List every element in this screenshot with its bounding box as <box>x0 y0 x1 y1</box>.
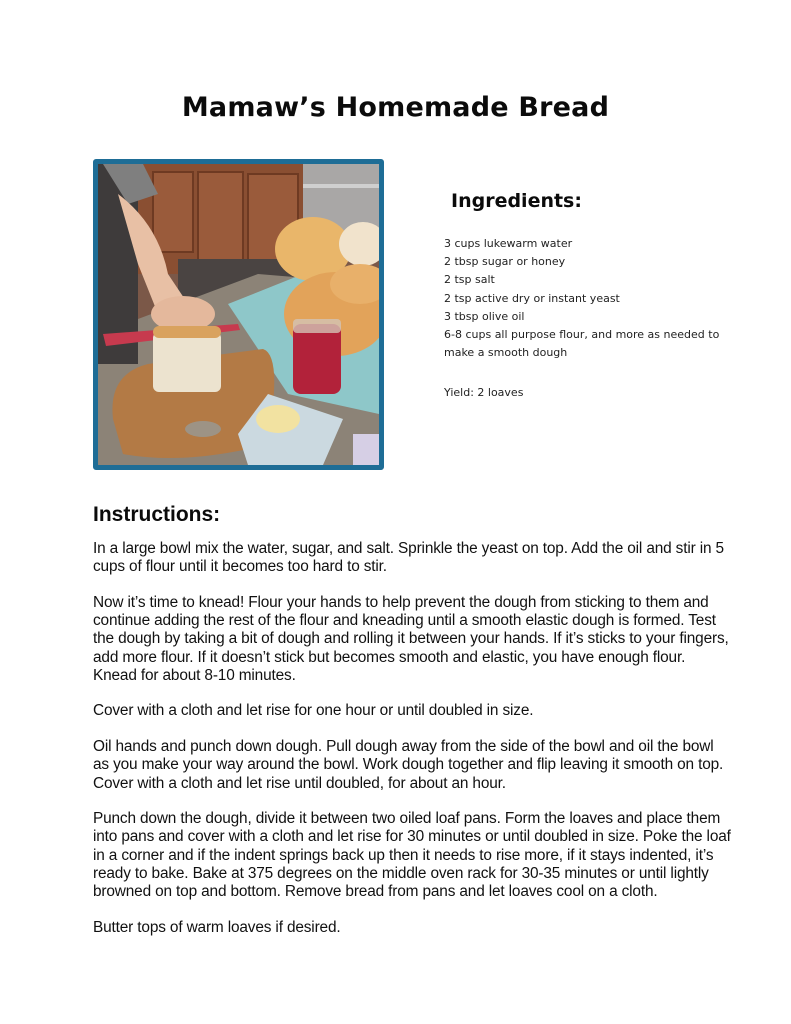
instructions-heading: Instructions: <box>93 503 221 526</box>
instruction-step: In a large bowl mix the water, sugar, and salt. Sprinkle the yeast on top. Add the oil and stir in 5 cups of flour until it becomes too hard to stir. <box>93 540 724 576</box>
instruction-step: Punch down the dough, divide it between two oiled loaf pans. Form the loaves and place them into pans and cover with a cloth and let rise for 30 minutes or until doubled in size. Poke the loaf in a corner and if the indent springs back up then it needs to rise more, if it stays indented, it’s ready to bake. Bake at 375 degrees on the middle oven rack for 30-35 minutes or until lightly browned on top and bottom. Remove bread from pans and let loaves cool on a cloth. <box>93 810 731 901</box>
bread-photo-illustration <box>98 164 379 465</box>
ingredient-item: 3 cups lukewarm water <box>444 237 573 250</box>
instructions-body <box>93 540 733 954</box>
instruction-step: Cover with a cloth and let rise for one hour or until doubled in size. <box>93 702 534 720</box>
ingredient-item: 3 tbsp olive oil <box>444 309 525 323</box>
ingredients-heading: Ingredients: <box>451 190 582 212</box>
ingredient-item: 2 tbsp sugar or honey <box>444 255 566 269</box>
ingredient-item: 6-8 cups all purpose flour, and more as needed to make a smooth dough <box>444 328 720 360</box>
instruction-step: Oil hands and punch down dough. Pull dough away from the side of the bowl and oil the bowl as you make your way around the bowl. Work dough together and flip leaving it smooth on top. Cover with a cloth and let rise until doubled, for about an hour. <box>93 738 724 792</box>
recipe-title: Mamaw’s Homemade Bread <box>181 92 610 124</box>
ingredient-item: 2 tsp active dry or instant yeast <box>444 291 620 305</box>
ingredients-list <box>444 235 744 362</box>
ingredient-item: 2 tsp salt <box>444 273 495 287</box>
instruction-step: Now it’s time to knead! Flour your hands to help prevent the dough from sticking to them and continue adding the rest of the flour and kneading until a smooth elastic dough is formed. Test the dough by taking a bit of dough and rolling it between your hands. If it’s sticks to your fingers, add more flour. If it doesn’t stick but becomes smooth and elastic, you have enough flour. Knead for about 8-10 minutes. <box>93 593 729 684</box>
bread-photo <box>93 159 384 470</box>
instruction-step: Butter tops of warm loaves if desired. <box>93 918 341 936</box>
yield-text: Yield: 2 loaves <box>444 386 524 399</box>
